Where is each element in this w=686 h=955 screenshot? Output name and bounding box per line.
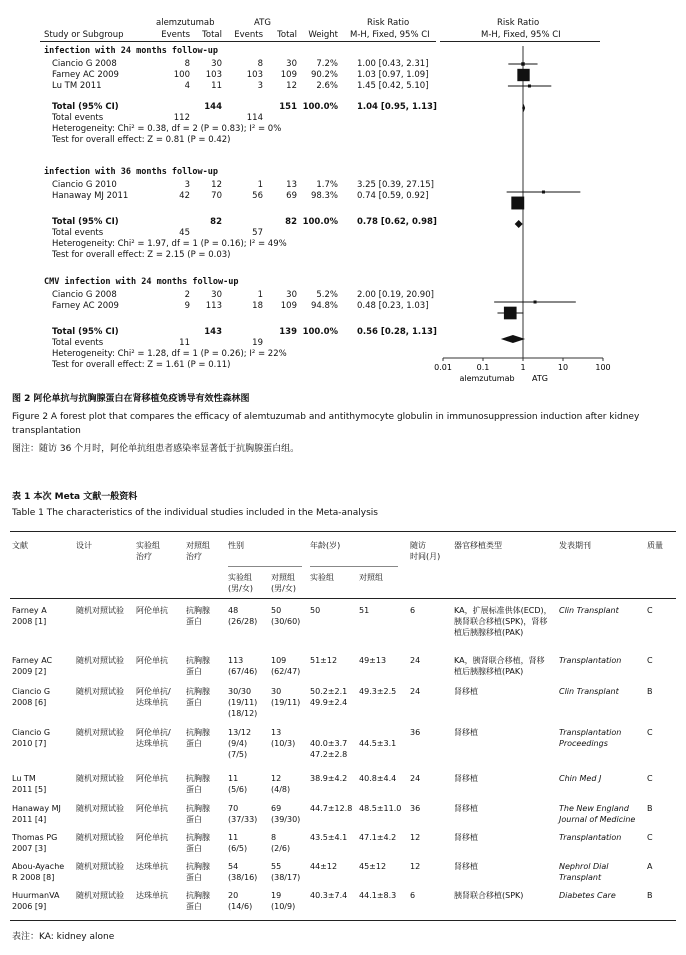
cell-organ: KA，胰肾联合移植，肾移 xyxy=(454,656,545,665)
cell-exp: 阿伦单抗 xyxy=(136,606,168,615)
x-tick-label: 100 xyxy=(595,363,611,372)
total-diamond xyxy=(515,220,523,228)
subgroup-title: infection with 24 months follow-up xyxy=(44,46,218,56)
cell-design: 随机对照试验 xyxy=(76,804,124,813)
study-events1: 100 xyxy=(173,70,190,80)
table-note: 表注：KA: kidney alone xyxy=(12,932,115,942)
study-ci: 1.45 [0.42, 5.10] xyxy=(357,81,429,91)
cell-quality: B xyxy=(647,687,653,696)
cell-ctl: 蛋白 xyxy=(186,902,202,911)
cell-ctl: 抗胸腺 xyxy=(186,774,210,783)
cell-age-ctl: 40.8±4.4 xyxy=(359,774,397,783)
study-events2: 103 xyxy=(246,70,263,80)
study-weight: 2.6% xyxy=(316,81,338,91)
overall-effect: Test for overall effect: Z = 2.15 (P = 0.03) xyxy=(52,250,231,260)
cell-quality: B xyxy=(647,804,653,813)
cell-organ: 植后胰腺移植(PAK) xyxy=(454,667,524,676)
cell-ctl: 抗胸腺 xyxy=(186,804,210,813)
study-marker xyxy=(528,85,531,88)
study-name: Ciancio G 2010 xyxy=(52,180,117,190)
cell-sex-exp: 11 xyxy=(228,833,239,842)
cell-followup: 6 xyxy=(410,891,416,900)
cell-sex-exp: (14/6) xyxy=(228,902,253,911)
total-ci: 0.78 [0.62, 0.98] xyxy=(357,217,437,227)
study-total1: 30 xyxy=(211,290,222,300)
cell-organ: 胰肾联合移植(SPK)，肾移 xyxy=(454,617,548,626)
total-ci: 1.04 [0.95, 1.13] xyxy=(357,102,437,112)
total-label: Total (95% CI) xyxy=(52,102,119,112)
cell-sex-ctl: 30 xyxy=(271,687,282,696)
table-top-rule xyxy=(10,531,676,532)
th-sex-ctl-2: (男/女) xyxy=(271,584,296,593)
cell-sex-ctl: 19 xyxy=(271,891,282,900)
cell-age-exp: 43.5±4.1 xyxy=(310,833,348,842)
cell-sex-exp: (6/5) xyxy=(228,844,248,853)
cell-ctl: 抗胸腺 xyxy=(186,606,210,615)
total-events1: 45 xyxy=(179,228,190,238)
cell-sex-exp: 54 xyxy=(228,862,239,871)
cell-sex-exp: (67/46) xyxy=(228,667,258,676)
study-total2: 109 xyxy=(280,301,297,311)
cell-lit: 2009 [2] xyxy=(12,667,47,676)
risk-ratio-right: Risk Ratio xyxy=(497,18,540,28)
cell-lit: 2006 [9] xyxy=(12,902,47,911)
study-marker xyxy=(534,301,537,304)
study-total1: 113 xyxy=(205,301,222,311)
total-ci: 0.56 [0.28, 1.13] xyxy=(357,327,437,337)
cell-journal: Clin Transplant xyxy=(559,606,619,615)
cell-quality: B xyxy=(647,891,653,900)
th-sex-exp-1: 实验组 xyxy=(228,573,252,582)
cell-age-exp: 50.2±2.1 xyxy=(310,687,348,696)
cell-lit: Hanaway MJ xyxy=(12,804,61,813)
cell-followup: 6 xyxy=(410,606,416,615)
cell-sex-exp: 48 xyxy=(228,606,239,615)
cell-sex-exp: 113 xyxy=(228,656,244,665)
cell-exp: 达珠单抗 xyxy=(136,739,168,748)
subgroup-title: infection with 36 months follow-up xyxy=(44,167,218,177)
heterogeneity: Heterogeneity: Chi² = 1.28, df = 1 (P = 0.26); I² = 22% xyxy=(52,349,287,359)
cell-age-exp: 44.7±12.8 xyxy=(310,804,353,813)
cell-sex-ctl: (62/47) xyxy=(271,667,301,676)
study-marker xyxy=(521,62,524,65)
study-events2: 1 xyxy=(257,290,263,300)
study-ci: 1.03 [0.97, 1.09] xyxy=(357,70,429,80)
cell-exp: 阿伦单抗/ xyxy=(136,728,171,737)
study-name: Farney AC 2009 xyxy=(52,301,119,311)
col-events2: Events xyxy=(234,30,263,40)
cell-exp: 达珠单抗 xyxy=(136,891,168,900)
th-age-rule xyxy=(310,566,398,567)
th-age-ctl: 对照组 xyxy=(359,573,383,582)
study-events1: 4 xyxy=(184,81,190,91)
col-mh1: M-H, Fixed, 95% CI xyxy=(350,30,430,40)
cell-sex-exp: (26/28) xyxy=(228,617,258,626)
total-total1: 144 xyxy=(204,102,222,112)
study-weight: 98.3% xyxy=(310,191,338,201)
study-marker xyxy=(511,197,524,210)
cell-ctl: 蛋白 xyxy=(186,698,202,707)
cell-journal: The New England Journal of Medicine xyxy=(559,804,636,824)
cell-exp: 阿伦单抗 xyxy=(136,804,168,813)
study-events1: 2 xyxy=(184,290,190,300)
cell-sex-exp: (37/33) xyxy=(228,815,258,824)
cell-ctl: 抗胸腺 xyxy=(186,862,210,871)
cell-age-ctl: 44.5±3.1 xyxy=(359,739,397,748)
axis-right-label: ATG xyxy=(532,374,548,383)
cell-sex-exp: 20 xyxy=(228,891,239,900)
cell-followup: 24 xyxy=(410,774,421,783)
total-events-label: Total events xyxy=(52,228,104,238)
cell-lit: HuurmanVA xyxy=(12,891,60,900)
cell-organ: 肾移植 xyxy=(454,862,478,871)
cell-lit: Farney A xyxy=(12,606,47,615)
total-events-label: Total events xyxy=(52,338,104,348)
study-name: Ciancio G 2008 xyxy=(52,59,117,69)
cell-sex-exp: 70 xyxy=(228,804,239,813)
cell-organ: 肾移植 xyxy=(454,728,478,737)
cell-age-ctl: 49.3±2.5 xyxy=(359,687,397,696)
th-lit: 文献 xyxy=(12,541,28,550)
total-events1: 112 xyxy=(173,113,190,123)
total-total1: 82 xyxy=(210,217,222,227)
cell-ctl: 蛋白 xyxy=(186,815,202,824)
study-events2: 1 xyxy=(257,180,263,190)
th-quality: 质量 xyxy=(647,541,663,550)
cell-exp: 阿伦单抗 xyxy=(136,833,168,842)
cell-design: 随机对照试验 xyxy=(76,728,124,737)
cell-followup: 36 xyxy=(410,728,421,737)
figure-label-en-2: transplantation xyxy=(12,426,81,436)
total-events1: 11 xyxy=(179,338,190,348)
cell-age-ctl: 45±12 xyxy=(359,862,387,871)
study-total1: 11 xyxy=(211,81,222,91)
th-sex: 性别 xyxy=(228,541,244,550)
total-total2: 151 xyxy=(279,102,297,112)
cell-exp: 达珠单抗 xyxy=(136,862,168,871)
cell-sex-ctl: (10/9) xyxy=(271,902,296,911)
col-study: Study or Subgroup xyxy=(44,30,124,40)
study-weight: 7.2% xyxy=(316,59,338,69)
th-age-exp: 实验组 xyxy=(310,573,334,582)
study-ci: 3.25 [0.39, 27.15] xyxy=(357,180,434,190)
cell-design: 随机对照试验 xyxy=(76,606,124,615)
cell-followup: 36 xyxy=(410,804,421,813)
cell-age-exp: 40.0±3.7 xyxy=(310,739,348,748)
col-mh2: M-H, Fixed, 95% CI xyxy=(481,30,561,40)
cell-age-exp: 50 xyxy=(310,606,321,615)
cell-sex-exp: (7/5) xyxy=(228,750,248,759)
cell-quality: A xyxy=(647,862,653,871)
cell-age-exp: 47.2±2.8 xyxy=(310,750,348,759)
cell-followup: 24 xyxy=(410,656,421,665)
cell-ctl: 蛋白 xyxy=(186,785,202,794)
cell-age-ctl: 48.5±11.0 xyxy=(359,804,402,813)
cell-sex-exp: (9/4) xyxy=(228,739,248,748)
total-weight: 100.0% xyxy=(302,102,338,112)
cell-sex-ctl: (19/11) xyxy=(271,698,301,707)
cell-age-exp: 51±12 xyxy=(310,656,338,665)
study-name: Farney AC 2009 xyxy=(52,70,119,80)
x-tick-label: 1 xyxy=(520,363,526,372)
study-ci: 0.48 [0.23, 1.03] xyxy=(357,301,429,311)
table-header-rule xyxy=(10,598,676,599)
group-exp-label: alemzutumab xyxy=(156,18,215,28)
study-events1: 9 xyxy=(184,301,190,311)
cell-ctl: 抗胸腺 xyxy=(186,656,210,665)
cell-lit: 2008 [1] xyxy=(12,617,47,626)
cell-lit: Farney AC xyxy=(12,656,53,665)
cell-sex-ctl: (39/30) xyxy=(271,815,301,824)
cell-design: 随机对照试验 xyxy=(76,687,124,696)
cell-design: 随机对照试验 xyxy=(76,862,124,871)
total-total2: 82 xyxy=(285,217,297,227)
study-events1: 3 xyxy=(184,180,190,190)
cell-ctl: 蛋白 xyxy=(186,844,202,853)
th-organ: 器官移植类型 xyxy=(454,541,502,550)
cell-journal: Nephrol Dial Transplant xyxy=(559,862,609,882)
cell-exp: 达珠单抗 xyxy=(136,698,168,707)
cell-ctl: 蛋白 xyxy=(186,739,202,748)
total-total1: 143 xyxy=(204,327,222,337)
study-events1: 8 xyxy=(184,59,190,69)
cell-lit: Thomas PG xyxy=(12,833,58,842)
cell-organ: 肾移植 xyxy=(454,804,478,813)
study-total2: 69 xyxy=(286,191,297,201)
figure-note: 图注：随访 36 个月时，阿伦单抗组患者感染率显著低于抗胸腺蛋白组。 xyxy=(12,444,300,454)
th-age: 年龄(岁) xyxy=(310,541,341,550)
risk-ratio-left: Risk Ratio xyxy=(367,18,410,28)
cell-exp: 阿伦单抗 xyxy=(136,656,168,665)
total-events-label: Total events xyxy=(52,113,104,123)
cell-exp: 阿伦单抗 xyxy=(136,774,168,783)
cell-journal: Transplantation xyxy=(559,656,622,665)
cell-sex-exp: (19/11) xyxy=(228,698,258,707)
cell-lit: 2008 [6] xyxy=(12,698,47,707)
axis-left-label: alemzutumab xyxy=(459,374,515,383)
total-weight: 100.0% xyxy=(302,217,338,227)
study-events2: 3 xyxy=(257,81,263,91)
cell-sex-ctl: 69 xyxy=(271,804,282,813)
study-total1: 30 xyxy=(211,59,222,69)
col-total2: Total xyxy=(277,30,297,40)
study-weight: 90.2% xyxy=(310,70,338,80)
cell-journal: Chin Med J xyxy=(559,774,602,783)
study-total2: 30 xyxy=(286,59,297,69)
study-marker xyxy=(542,191,545,194)
cell-ctl: 抗胸腺 xyxy=(186,728,210,737)
cell-sex-ctl: 13 xyxy=(271,728,282,737)
table-title-en: Table 1 The characteristics of the individual studies included in the Meta-analysis xyxy=(12,508,378,518)
col-weight: Weight xyxy=(308,30,338,40)
cell-sex-ctl: 50 xyxy=(271,606,282,615)
total-label: Total (95% CI) xyxy=(52,217,119,227)
cell-lit: Ciancio G xyxy=(12,728,51,737)
cell-age-exp: 38.9±4.2 xyxy=(310,774,348,783)
cell-ctl: 蛋白 xyxy=(186,667,202,676)
cell-sex-ctl: (38/17) xyxy=(271,873,301,882)
cell-quality: C xyxy=(647,606,653,615)
cell-ctl: 抗胸腺 xyxy=(186,687,210,696)
cell-ctl: 蛋白 xyxy=(186,873,202,882)
study-total1: 70 xyxy=(211,191,222,201)
cell-design: 随机对照试验 xyxy=(76,656,124,665)
total-events2: 19 xyxy=(252,338,263,348)
cell-lit: Ciancio G xyxy=(12,687,51,696)
table-bottom-rule xyxy=(10,920,676,921)
study-weight: 94.8% xyxy=(310,301,338,311)
col-total1: Total xyxy=(202,30,222,40)
study-total2: 30 xyxy=(286,290,297,300)
cell-organ: 植后胰腺移植(PAK) xyxy=(454,628,524,637)
th-sex-ctl-1: 对照组 xyxy=(271,573,295,582)
cell-organ: 肾移植 xyxy=(454,687,478,696)
study-total1: 103 xyxy=(205,70,222,80)
th-journal: 发表期刊 xyxy=(559,541,591,550)
overall-effect: Test for overall effect: Z = 1.61 (P = 0.11) xyxy=(52,360,231,370)
cell-organ: 胰肾联合移植(SPK) xyxy=(454,891,524,900)
th-exp-1: 实验组 xyxy=(136,541,160,550)
cell-followup: 24 xyxy=(410,687,421,696)
x-tick-label: 0.01 xyxy=(434,363,452,372)
study-events2: 56 xyxy=(252,191,263,201)
cell-organ: 肾移植 xyxy=(454,833,478,842)
cell-sex-exp: (38/16) xyxy=(228,873,258,882)
cell-sex-ctl: (10/3) xyxy=(271,739,296,748)
cell-journal: Diabetes Care xyxy=(559,891,616,900)
x-tick-label: 10 xyxy=(557,363,569,372)
study-total1: 12 xyxy=(211,180,222,190)
cell-organ: 肾移植 xyxy=(454,774,478,783)
cell-age-exp: 44±12 xyxy=(310,862,338,871)
study-weight: 1.7% xyxy=(316,180,338,190)
total-events2: 114 xyxy=(246,113,263,123)
th-design: 设计 xyxy=(76,541,92,550)
cell-organ: KA，扩展标准供体(ECD)， xyxy=(454,606,552,615)
cell-quality: C xyxy=(647,728,653,737)
study-events2: 18 xyxy=(252,301,263,311)
cell-age-exp: 40.3±7.4 xyxy=(310,891,348,900)
cell-lit: 2011 [4] xyxy=(12,815,47,824)
x-tick-label: 0.1 xyxy=(476,363,490,372)
cell-design: 随机对照试验 xyxy=(76,774,124,783)
cell-exp: 阿伦单抗/ xyxy=(136,687,171,696)
cell-sex-exp: 11 xyxy=(228,774,239,783)
cell-design: 随机对照试验 xyxy=(76,833,124,842)
cell-sex-ctl: (30/60) xyxy=(271,617,301,626)
th-exp-2: 治疗 xyxy=(136,552,152,561)
cell-ctl: 抗胸腺 xyxy=(186,891,210,900)
th-sex-rule xyxy=(228,566,302,567)
study-total2: 13 xyxy=(286,180,297,190)
cell-sex-exp: (5/6) xyxy=(228,785,248,794)
cell-sex-exp: 30/30 xyxy=(228,687,252,696)
cell-sex-ctl: (4/8) xyxy=(271,785,291,794)
study-events1: 42 xyxy=(179,191,190,201)
subgroup-title: CMV infection with 24 months follow-up xyxy=(44,277,239,287)
cell-sex-ctl: 109 xyxy=(271,656,287,665)
group-ctl-label: ATG xyxy=(254,18,271,28)
table-title-cn: 表 1 本次 Meta 文献一般资料 xyxy=(12,492,138,502)
cell-lit: 2010 [7] xyxy=(12,739,47,748)
col-events1: Events xyxy=(161,30,190,40)
cell-followup: 12 xyxy=(410,833,421,842)
heterogeneity: Heterogeneity: Chi² = 1.97, df = 1 (P = 0.16); I² = 49% xyxy=(52,239,287,249)
cell-lit: R 2008 [8] xyxy=(12,873,55,882)
figure-label-en-1: Figure 2 A forest plot that compares the efficacy of alemtuzumab and antithymocyte globulin in immunosuppression induction after kidney xyxy=(12,412,640,422)
cell-design: 随机对照试验 xyxy=(76,891,124,900)
cell-age-ctl: 49±13 xyxy=(359,656,387,665)
th-ctl-1: 对照组 xyxy=(186,541,210,550)
total-diamond xyxy=(501,335,525,343)
cell-followup: 12 xyxy=(410,862,421,871)
study-ci: 0.74 [0.59, 0.92] xyxy=(357,191,429,201)
cell-sex-exp: (18/12) xyxy=(228,709,258,718)
cell-ctl: 蛋白 xyxy=(186,617,202,626)
total-total2: 139 xyxy=(279,327,297,337)
cell-quality: C xyxy=(647,656,653,665)
total-weight: 100.0% xyxy=(302,327,338,337)
study-total2: 12 xyxy=(286,81,297,91)
cell-journal: Clin Transplant xyxy=(559,687,619,696)
cell-journal: Transplantation xyxy=(559,833,622,842)
heterogeneity: Heterogeneity: Chi² = 0.38, df = 2 (P = 0.83); I² = 0% xyxy=(52,124,282,134)
study-name: Hanaway MJ 2011 xyxy=(52,191,129,201)
study-name: Lu TM 2011 xyxy=(52,81,102,91)
study-weight: 5.2% xyxy=(316,290,338,300)
study-events2: 8 xyxy=(257,59,263,69)
cell-age-ctl: 51 xyxy=(359,606,370,615)
cell-age-ctl: 47.1±4.2 xyxy=(359,833,397,842)
overall-effect: Test for overall effect: Z = 0.81 (P = 0.42) xyxy=(52,135,231,145)
total-events2: 57 xyxy=(252,228,263,238)
cell-lit: 2011 [5] xyxy=(12,785,47,794)
total-label: Total (95% CI) xyxy=(52,327,119,337)
th-ctl-2: 治疗 xyxy=(186,552,202,561)
cell-journal: Transplantation Proceedings xyxy=(559,728,622,748)
cell-sex-ctl: 12 xyxy=(271,774,282,783)
cell-quality: C xyxy=(647,833,653,842)
cell-age-exp: 49.9±2.4 xyxy=(310,698,348,707)
cell-sex-exp: 13/12 xyxy=(228,728,252,737)
study-ci: 1.00 [0.43, 2.31] xyxy=(357,59,429,69)
cell-age-ctl: 44.1±8.3 xyxy=(359,891,397,900)
cell-ctl: 抗胸腺 xyxy=(186,833,210,842)
th-sex-exp-2: (男/女) xyxy=(228,584,253,593)
figure-label-cn: 图 2 阿伦单抗与抗胸腺蛋白在肾移植免疫诱导有效性森林图 xyxy=(12,394,250,404)
cell-lit: Lu TM xyxy=(12,774,36,783)
th-fu-2: 时间(月) xyxy=(410,552,441,561)
study-marker xyxy=(504,307,517,320)
study-marker xyxy=(517,69,529,81)
cell-quality: C xyxy=(647,774,653,783)
cell-sex-ctl: (2/6) xyxy=(271,844,291,853)
cell-lit: 2007 [3] xyxy=(12,844,47,853)
th-fu-1: 随访 xyxy=(410,541,426,550)
cell-lit: Abou-Ayache xyxy=(12,862,65,871)
study-name: Ciancio G 2008 xyxy=(52,290,117,300)
cell-sex-ctl: 55 xyxy=(271,862,282,871)
study-ci: 2.00 [0.19, 20.90] xyxy=(357,290,434,300)
study-total2: 109 xyxy=(280,70,297,80)
cell-sex-ctl: 8 xyxy=(271,833,277,842)
